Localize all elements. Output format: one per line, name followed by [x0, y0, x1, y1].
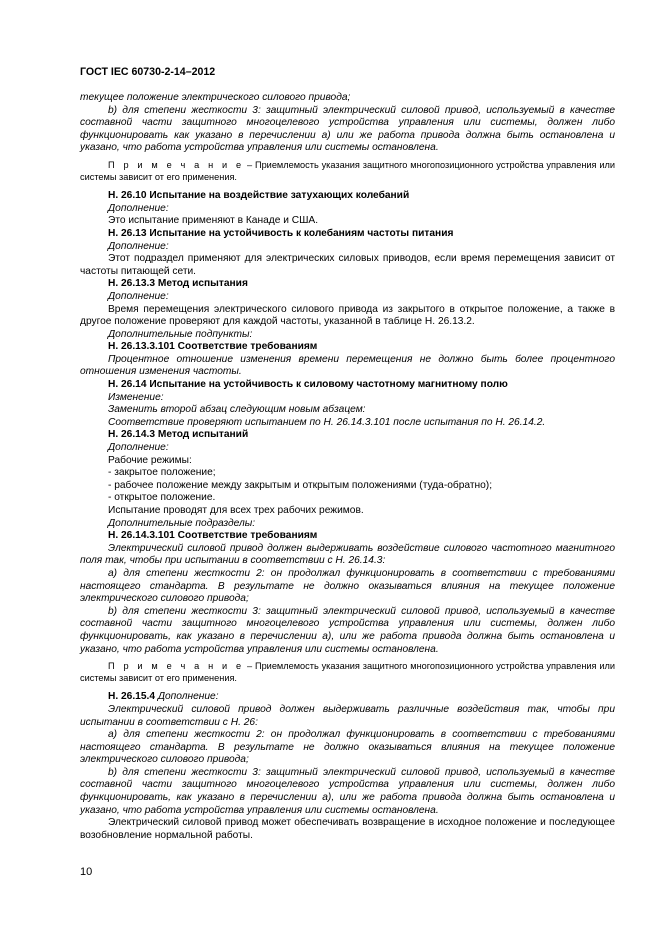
- document-header: ГОСТ IEC 60730-2-14–2012: [80, 66, 216, 78]
- page-number: 10: [80, 866, 93, 878]
- section-heading: Н. 26.14 Испытание на устойчивость к силовому частотному магнитному полю: [108, 379, 508, 391]
- section-tag: Дополнение:: [108, 240, 169, 252]
- note: [80, 661, 615, 684]
- paragraph: текущее положение электрического силового привода;: [80, 92, 351, 103]
- section-tag: Изменение:: [108, 391, 164, 403]
- list-item: а) для степени жесткости 2: он продолжал функционировать в соответствии с требованиями настоящего стандарта. В результате не должно оказываться влияния на текущее положение электрического силового привода;: [80, 567, 615, 605]
- section-heading: Н. 26.13 Испытание на устойчивость к колебаниям частоты питания: [108, 227, 454, 239]
- paragraph: b) для степени жесткости 3: защитный электрический силовой привод, используемый в качестве составной части защитного многоцелевого устройства управления или системы, должен либо функционировать как указано в перечислении а) или же работа привода должна быть остановлена и указано, что работа устройства управления или системы остановлена.: [80, 104, 615, 154]
- list-item: - открытое положение.: [108, 492, 216, 504]
- paragraph: Электрический силовой привод может обеспечивать возвращение в исходное положение и последующее возобновление нормальной работы.: [80, 817, 615, 841]
- note: [80, 160, 615, 183]
- note-text: – Приемлемость указания защитного многопозиционного устройства управления или системы зависит от его применения.: [80, 661, 615, 683]
- section-tag: Дополнение:: [108, 442, 169, 454]
- paragraph: Рабочие режимы:: [108, 454, 192, 466]
- note-text: – Приемлемость указания защитного многопозиционного устройства управления или системы зависит от его применения.: [80, 159, 615, 182]
- document-page: [80, 66, 615, 842]
- note-label: П р и м е ч а н и е: [108, 159, 245, 170]
- section-heading: Н. 26.13.3.101 Соответствие требованиям: [108, 341, 318, 353]
- section-number: Н. 26.15.4: [108, 691, 156, 703]
- section-heading: Н. 26.14.3 Метод испытаний: [108, 429, 249, 441]
- paragraph: Это испытание применяют в Канаде и США.: [108, 215, 319, 227]
- note-label: П р и м е ч а н и е: [108, 661, 245, 672]
- paragraph: Испытание проводят для всех трех рабочих режимов.: [108, 505, 364, 516]
- list-item: - закрытое положение;: [108, 467, 216, 479]
- paragraph: Электрический силовой привод должен выдерживать воздействие силового частотного магнитного поля так, чтобы при испытании в соответствии с Н. 26.14.3:: [80, 542, 615, 567]
- section-tag: Дополнение:: [155, 691, 219, 703]
- paragraph: Заменить второй абзац следующим новым абзацем:: [108, 404, 366, 416]
- list-item: а) для степени жесткости 2: он продолжал функционировать в соответствии с требованиями настоящего стандарта. В результате не должно оказываться влияния на текущее положение электрического силового привода;: [80, 729, 615, 766]
- section-heading: Н. 26.10 Испытание на воздействие затухающих колебаний: [108, 190, 410, 202]
- list-item: b) для степени жесткости 3: защитный электрический силовой привод, используемый в качестве составной части защитного многоцелевого устройства управления или системы, должен либо функционировать, как указано в перечислении а), или же работа привода должна быть остановлена и указано, что работа устройства управления или системы остановлена.: [80, 766, 615, 816]
- section-heading: Н. 26.14.3.101 Соответствие требованиям: [108, 530, 318, 542]
- section-tag: Дополнение:: [108, 290, 169, 302]
- section-tag: Дополнительные подпункты:: [108, 328, 253, 340]
- paragraph: Электрический силовой привод должен выдерживать различные воздействия так, чтобы при испытании в соответствии с Н. 26:: [80, 703, 615, 728]
- list-item: b) для степени жесткости 3: защитный электрический силовой привод, используемый в качестве составной части защитного многоцелевого устройства управления или системы, должен либо функционировать, как указано в перечислении а), или же работа привода должна быть остановлена и указано, что работа устройства управления или системы остановлена.: [80, 605, 615, 655]
- paragraph: Этот подраздел применяют для электрических силовых приводов, если время перемещения зависит от частоты питающей сети.: [80, 253, 615, 277]
- section-heading: Н. 26.13.3 Метод испытания: [108, 278, 248, 290]
- paragraph: Соответствие проверяют испытанием по Н. 26.14.3.101 после испытания по Н. 26.14.2.: [108, 416, 546, 428]
- paragraph: Время перемещения электрического силового привода из закрытого в открытое положение, а также в другое положение проверяют для каждой частоты, указанной в таблице Н. 26.13.2.: [80, 303, 615, 328]
- section-tag: Дополнительные подразделы:: [108, 517, 256, 529]
- list-item: - рабочее положение между закрытым и открытым положениями (туда-обратно);: [108, 479, 493, 491]
- section-tag: Дополнение:: [108, 202, 169, 214]
- section-heading: [80, 691, 615, 704]
- paragraph: Процентное отношение изменения времени перемещения не должно быть более процентного отношения изменения частоты.: [80, 353, 615, 378]
